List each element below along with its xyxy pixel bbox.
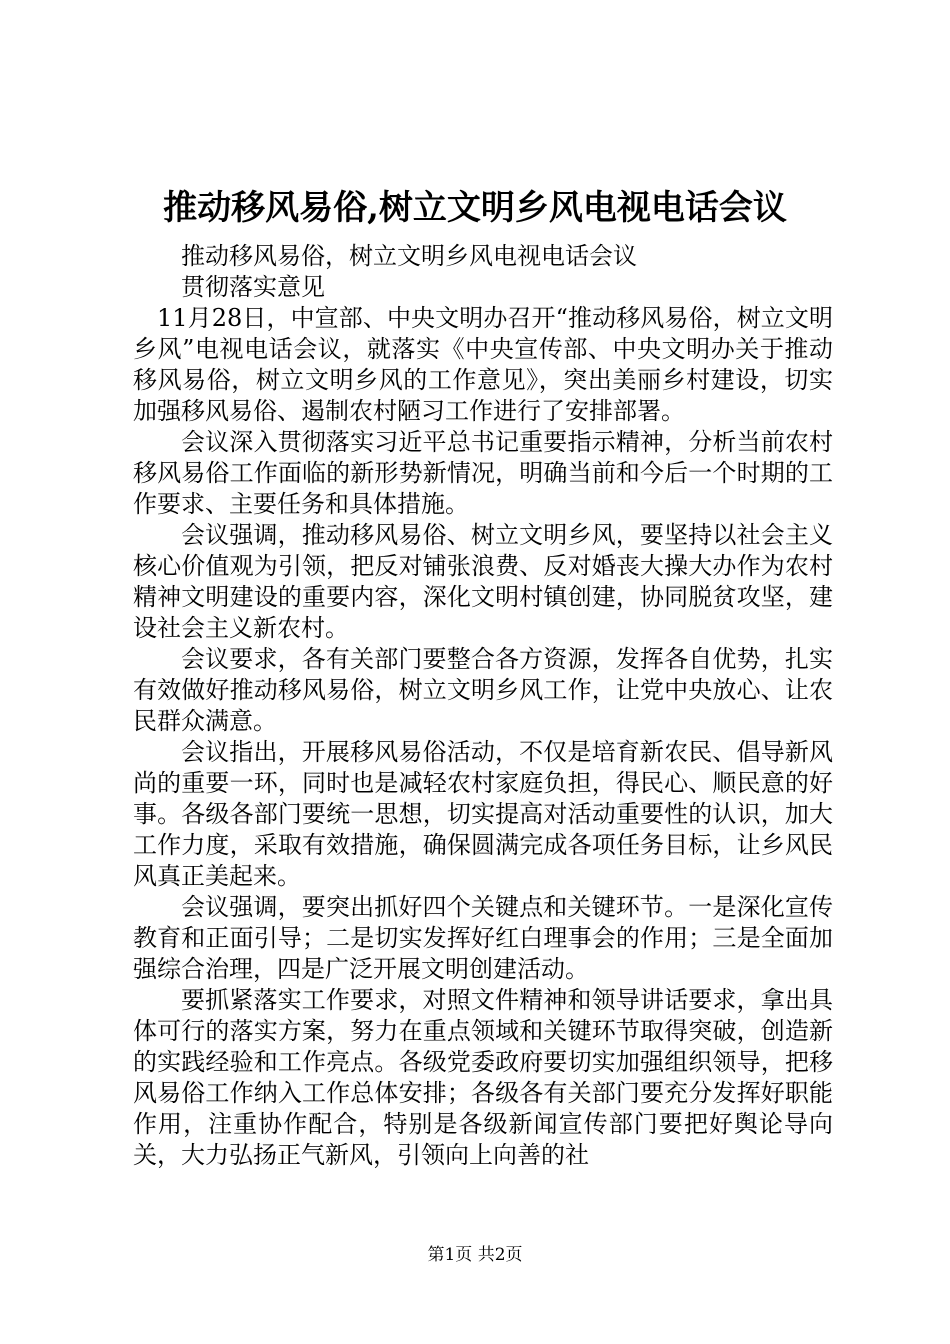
body-paragraph: 会议强调，要突出抓好四个关键点和关键环节。一是深化宣传教育和正面引导；二是切实发挥好红白理事会的作用；三是全面加强综合治理，四是广泛开展文明创建活动。 <box>133 893 833 983</box>
subtitle-line: 贯彻落实意见 <box>181 273 325 301</box>
subtitle-line: 推动移风易俗，树立文明乡风电视电话会议 <box>181 242 637 270</box>
document-body <box>133 241 833 1171</box>
body-paragraph: 会议强调，推动移风易俗、树立文明乡风，要坚持以社会主义核心价值观为引领，把反对铺张浪费、反对婚丧大操大办作为农村精神文明建设的重要内容，深化文明村镇创建，协同脱贫攻坚，建设社会主义新农村。 <box>133 521 833 642</box>
body-paragraph: 会议深入贯彻落实习近平总书记重要指示精神，分析当前农村移风易俗工作面临的新形势新情况，明确当前和今后一个时期的工作要求、主要任务和具体措施。 <box>133 428 833 518</box>
body-paragraph: 会议要求，各有关部门要整合各方资源，发挥各自优势，扎实有效做好推动移风易俗，树立文明乡风工作，让党中央放心、让农民群众满意。 <box>133 645 833 735</box>
document-title: 推动移风易俗,树立文明乡风电视电话会议 <box>163 188 787 228</box>
page-number-footer: 第1页 共2页 <box>427 1245 523 1265</box>
body-paragraph: 11月28日，中宣部、中央文明办召开“推动移风易俗，树立文明乡风”电视电话会议，就落实《中央宣传部、中央文明办关于推动移风易俗，树立文明乡风的工作意见》，突出美丽乡村建设，切实加强移风易俗、遏制农村陋习工作进行了安排部署。 <box>133 304 833 425</box>
body-paragraph: 要抓紧落实工作要求，对照文件精神和领导讲话要求，拿出具体可行的落实方案，努力在重点领域和关键环节取得突破，创造新的实践经验和工作亮点。各级党委政府要切实加强组织领导，把移风易俗工作纳入工作总体安排；各级各有关部门要充分发挥好职能作用，注重协作配合，特别是各级新闻宣传部门要把好舆论导向关，大力弘扬正气新风，引领向上向善的社 <box>133 986 833 1169</box>
body-paragraph: 会议指出，开展移风易俗活动，不仅是培育新农民、倡导新风尚的重要一环，同时也是减轻农村家庭负担，得民心、顺民意的好事。各级各部门要统一思想，切实提高对活动重要性的认识，加大工作力度，采取有效措施，确保圆满完成各项任务目标，让乡风民风真正美起来。 <box>133 738 833 890</box>
